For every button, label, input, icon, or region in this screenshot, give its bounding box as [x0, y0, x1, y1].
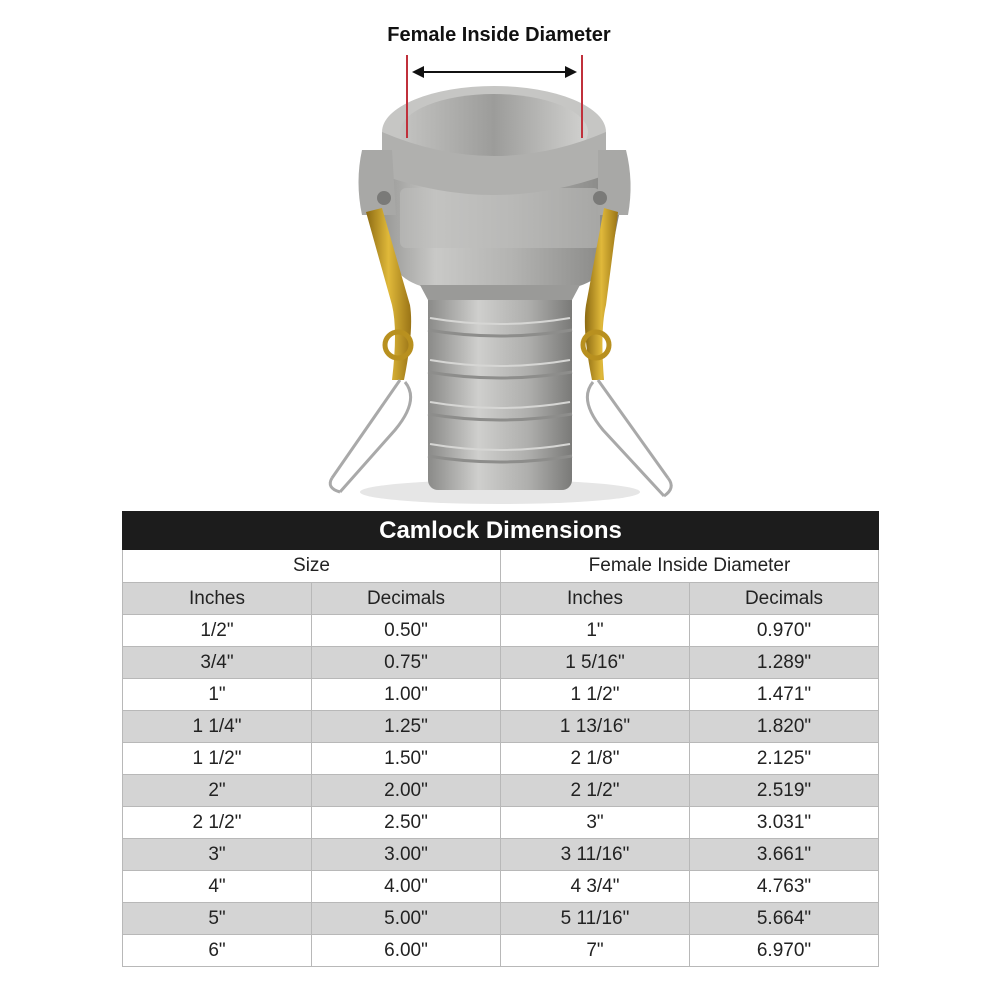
size-decimals-cell: 3.00": [312, 839, 501, 871]
diameter-decimals-cell: 5.664": [690, 903, 879, 935]
table-row: [123, 903, 879, 935]
size-decimals-cell: 0.50": [312, 615, 501, 647]
size-decimals-cell: 2.00": [312, 775, 501, 807]
diameter-inches-cell: 2 1/2": [501, 775, 690, 807]
table-row: [123, 807, 879, 839]
size-inches-cell: 3/4": [123, 647, 312, 679]
size-inches-cell: 1 1/4": [123, 711, 312, 743]
size-decimals-cell: 0.75": [312, 647, 501, 679]
subheader-size-decimals: Decimals: [312, 583, 501, 615]
diameter-decimals-cell: 1.471": [690, 679, 879, 711]
size-inches-cell: 5": [123, 903, 312, 935]
size-inches-cell: 2 1/2": [123, 807, 312, 839]
size-inches-cell: 1": [123, 679, 312, 711]
table-row: [123, 679, 879, 711]
size-inches-cell: 4": [123, 871, 312, 903]
diameter-inches-cell: 5 11/16": [501, 903, 690, 935]
diameter-inches-cell: 7": [501, 935, 690, 967]
table-row: [123, 743, 879, 775]
table-row: [123, 839, 879, 871]
diameter-decimals-cell: 1.820": [690, 711, 879, 743]
size-inches-cell: 2": [123, 775, 312, 807]
table-row: [123, 775, 879, 807]
group-header-female-inside-diameter: Female Inside Diameter: [501, 550, 879, 583]
table-row: [123, 935, 879, 967]
hose-shank: [428, 285, 572, 490]
table-row: [123, 871, 879, 903]
size-decimals-cell: 6.00": [312, 935, 501, 967]
diameter-inches-cell: 3": [501, 807, 690, 839]
diameter-decimals-cell: 6.970": [690, 935, 879, 967]
coupler-body: [372, 86, 628, 300]
size-decimals-cell: 2.50": [312, 807, 501, 839]
subheader-size-inches: Inches: [123, 583, 312, 615]
size-inches-cell: 1/2": [123, 615, 312, 647]
subheader-diameter-decimals: Decimals: [690, 583, 879, 615]
group-header-size: Size: [123, 550, 501, 583]
size-inches-cell: 6": [123, 935, 312, 967]
table-row: [123, 615, 879, 647]
diameter-decimals-cell: 3.031": [690, 807, 879, 839]
diagram-annotation-label: Female Inside Diameter: [387, 24, 611, 46]
size-decimals-cell: 1.00": [312, 679, 501, 711]
diameter-inches-cell: 3 11/16": [501, 839, 690, 871]
diameter-decimals-cell: 3.661": [690, 839, 879, 871]
size-inches-cell: 1 1/2": [123, 743, 312, 775]
subheader-diameter-inches: Inches: [501, 583, 690, 615]
diameter-decimals-cell: 2.125": [690, 743, 879, 775]
diameter-decimals-cell: 1.289": [690, 647, 879, 679]
table-row: [123, 647, 879, 679]
size-decimals-cell: 4.00": [312, 871, 501, 903]
diameter-inches-cell: 1": [501, 615, 690, 647]
safety-pin-left: [330, 380, 410, 492]
diameter-decimals-cell: 2.519": [690, 775, 879, 807]
cam-ear-left: [359, 150, 397, 215]
dimensions-table: [122, 511, 879, 967]
diameter-inches-cell: 2 1/8": [501, 743, 690, 775]
diameter-inches-cell: 4 3/4": [501, 871, 690, 903]
safety-pin-right: [587, 380, 671, 496]
table-title: Camlock Dimensions: [123, 512, 879, 550]
diameter-inches-cell: 1 1/2": [501, 679, 690, 711]
table-row: [123, 711, 879, 743]
size-decimals-cell: 1.25": [312, 711, 501, 743]
cam-ear-right: [593, 150, 631, 215]
diameter-decimals-cell: 0.970": [690, 615, 879, 647]
size-decimals-cell: 1.50": [312, 743, 501, 775]
diameter-inches-cell: 1 5/16": [501, 647, 690, 679]
diameter-decimals-cell: 4.763": [690, 871, 879, 903]
diameter-inches-cell: 1 13/16": [501, 711, 690, 743]
size-decimals-cell: 5.00": [312, 903, 501, 935]
size-inches-cell: 3": [123, 839, 312, 871]
